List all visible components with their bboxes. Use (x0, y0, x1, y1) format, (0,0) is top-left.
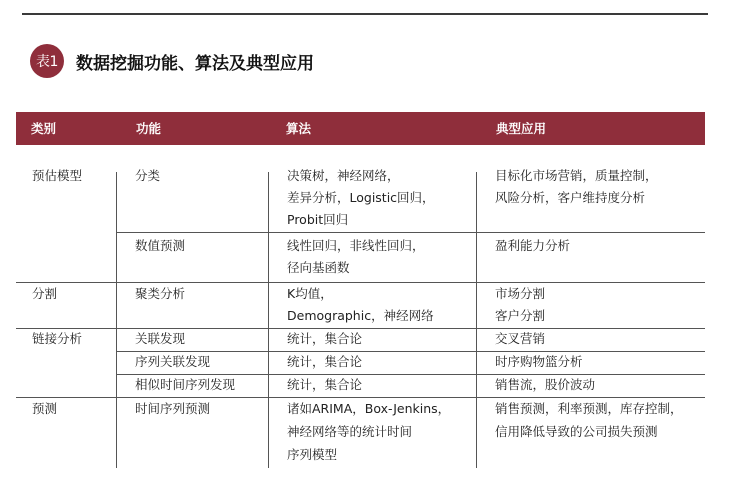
application-cell: 交叉营销 (495, 331, 546, 346)
application-cell: 市场分割 (495, 286, 546, 301)
column-divider (116, 172, 117, 468)
application-cell: 目标化市场营销，质量控制， (495, 168, 658, 183)
application-cell: 客户分割 (495, 308, 546, 323)
table-caption (30, 44, 314, 78)
header-algorithm: 算法 (286, 121, 312, 136)
category-cell: 预测 (32, 401, 58, 416)
top-rule (22, 13, 708, 15)
application-cell: 销售预测，利率预测，库存控制， (495, 401, 683, 416)
application-cell: 风险分析，客户维持度分析 (495, 190, 646, 205)
application-cell: 盈利能力分析 (495, 238, 571, 253)
category-cell: 链接分析 (32, 331, 83, 346)
algorithm-cell: K均值， (287, 286, 333, 301)
algorithm-cell: 差异分析，Logistic回归， (287, 190, 435, 205)
function-cell: 关联发现 (135, 331, 186, 346)
function-cell: 聚类分析 (135, 286, 186, 301)
algorithm-cell: 线性回归，非线性回归， (287, 238, 425, 253)
algorithm-cell: 统计，集合论 (287, 377, 363, 392)
header-application: 典型应用 (496, 121, 547, 136)
row-divider (116, 232, 705, 233)
header-function: 功能 (136, 121, 162, 136)
function-cell: 序列关联发现 (135, 354, 211, 369)
algorithm-cell: 诸如ARIMA，Box-Jenkins， (287, 401, 451, 416)
algorithm-cell: 统计，集合论 (287, 331, 363, 346)
algorithm-cell: 统计，集合论 (287, 354, 363, 369)
column-divider (476, 172, 477, 468)
algorithm-cell: Probit回归 (287, 212, 349, 227)
column-divider (268, 172, 269, 468)
function-cell: 相似时间序列发现 (135, 377, 236, 392)
function-cell: 分类 (135, 168, 161, 183)
algorithm-cell: Demographic，神经网络 (287, 308, 434, 323)
algorithm-cell: 径向基函数 (287, 260, 350, 275)
application-cell: 信用降低导致的公司损失预测 (495, 424, 658, 439)
category-cell: 分割 (32, 286, 58, 301)
algorithm-cell: 决策树，神经网络， (287, 168, 400, 183)
function-cell: 数值预测 (135, 238, 186, 253)
table-header (16, 112, 705, 145)
application-cell: 时序购物篮分析 (495, 354, 583, 369)
table-title: 数据挖掘功能、算法及典型应用 (76, 53, 314, 74)
algorithm-cell: 神经网络等的统计时间 (287, 424, 413, 439)
row-divider (16, 282, 705, 283)
table-number-badge: 表1 (30, 44, 64, 78)
header-category: 类别 (31, 121, 57, 136)
application-cell: 销售流，股价波动 (495, 377, 596, 392)
function-cell: 时间序列预测 (135, 401, 211, 416)
category-cell: 预估模型 (32, 168, 83, 183)
algorithm-cell: 序列模型 (287, 447, 338, 462)
